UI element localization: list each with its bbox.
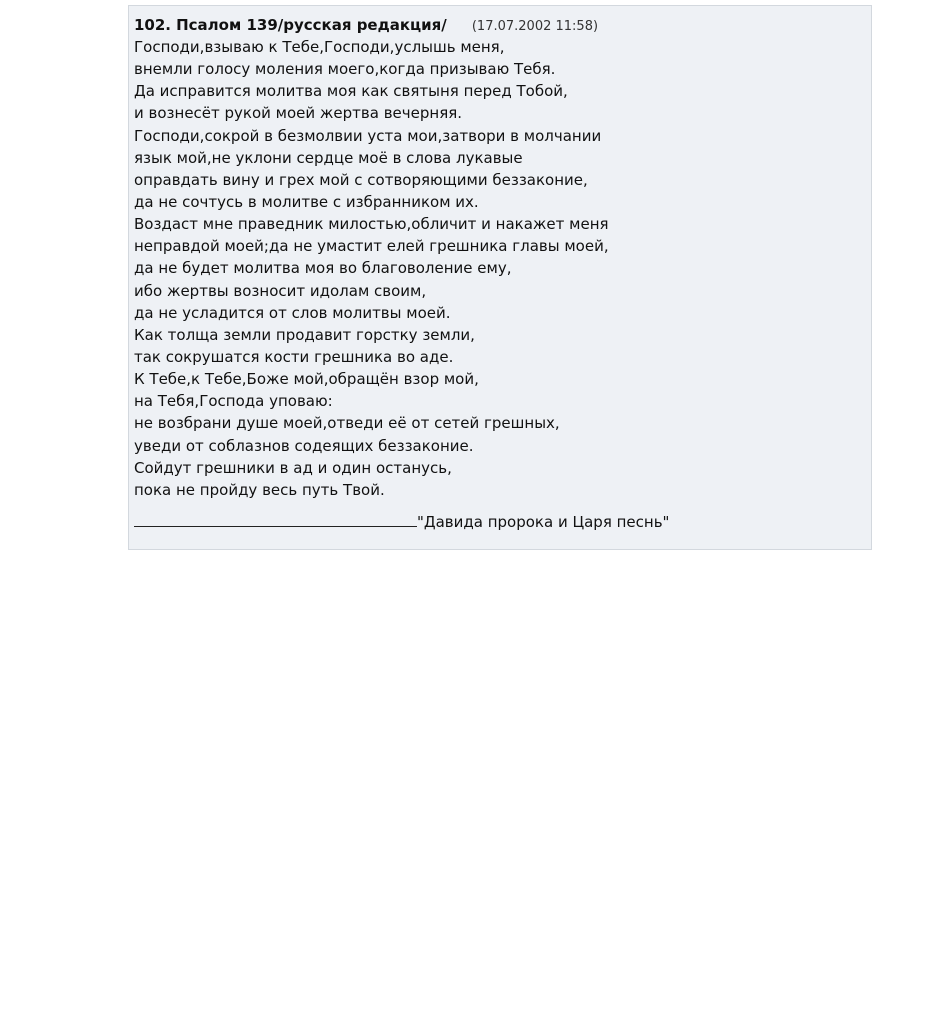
poem-body [134, 36, 871, 501]
post-date: (17.07.2002 11:58) [471, 19, 599, 34]
post-card [128, 5, 872, 550]
poem-line: так сокрушатся кости грешника во аде. [134, 347, 454, 366]
poem-line: Господи,сокрой в безмолвии уста мои,затвори в молчании [134, 126, 602, 145]
signature [134, 511, 871, 533]
poem-line: на Тебя,Господа уповаю: [134, 392, 333, 411]
signature-rule [134, 512, 417, 527]
post-title: Псалом 139/русская редакция/ [176, 16, 447, 34]
poem-line: да не усладится от слов молитвы моей. [134, 303, 451, 322]
poem-line: язык мой,не уклони сердце моё в слова лукавые [134, 148, 523, 167]
post-header [134, 14, 871, 36]
poem-line: и вознесёт рукой моей жертва вечерняя. [134, 104, 463, 123]
poem-line: уведи от соблазнов содеящих беззаконие. [134, 436, 474, 455]
poem-line: К Тебе,к Тебе,Боже мой,обращён взор мой, [134, 370, 479, 389]
poem-line: да не будет молитва моя во благоволение ему, [134, 259, 512, 278]
poem-line: оправдать вину и грех мой с сотворяющими беззаконие, [134, 170, 588, 189]
post-number: 102. [134, 16, 172, 34]
poem-line: Да исправится молитва моя как святыня перед Тобой, [134, 82, 568, 101]
signature-text: "Давида пророка и Царя песнь" [417, 512, 670, 531]
poem-line: Воздаст мне праведник милостью,обличит и накажет меня [134, 215, 609, 234]
poem-line: ибо жертвы возносит идолам своим, [134, 281, 427, 300]
poem-line: Сойдут грешники в ад и один останусь, [134, 458, 452, 477]
poem-line: пока не пройду весь путь Твой. [134, 480, 385, 499]
poem-line: Господи,взываю к Тебе,Господи,услышь меня, [134, 38, 505, 56]
poem-line: не возбрани душе моей,отведи её от сетей грешных, [134, 414, 560, 433]
poem-line: Как толща земли продавит горстку земли, [134, 325, 475, 344]
poem-line: внемли голосу моления моего,когда призываю Тебя. [134, 60, 556, 79]
poem-line: да не сочтусь в молитве с избранником их. [134, 192, 479, 211]
poem-line: неправдой моей;да не умастит елей грешника главы моей, [134, 237, 609, 256]
